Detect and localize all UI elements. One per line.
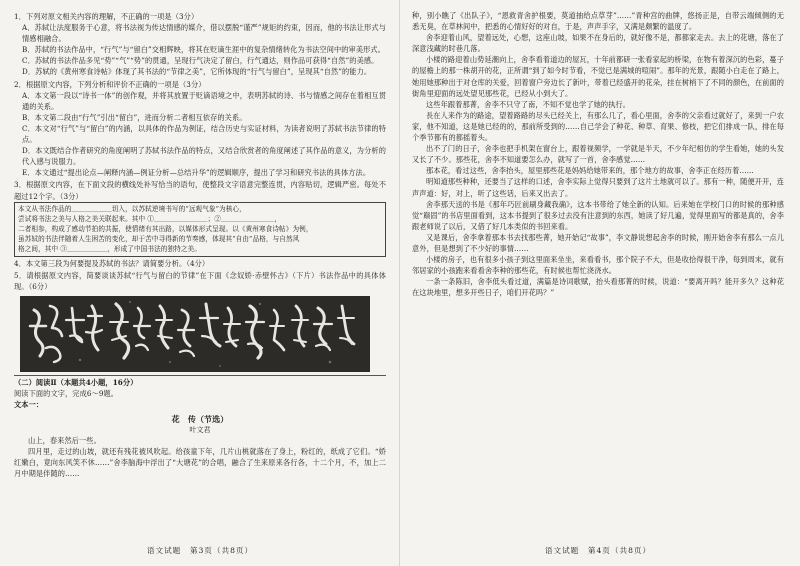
calligraphy-rubbing-image	[20, 296, 370, 372]
question-1-option-a: A．苏轼让法度服务于心意，将书法视为传达情感的媒介，借以摆脱“谨严”规矩的约束，因而，他的书法让形式与情感相融合。	[22, 23, 386, 44]
question-2-option-e: E．本文通过“提出论点—阐释内涵—例证分析—总结升华”的逻辑顺序，提出了学习和研究书法的具体方法。	[22, 168, 371, 178]
passage-paragraph: 又是课后，舍李拿着那本书去找那些菁，她开始记“故事”，李文静说想起舍李的时候，刚开始舍李有那么一点儿意外，但是想到了不少好的事情……	[412, 232, 784, 253]
passage-paragraph: 那本花，看过这些，舍李抬头，屋里那些花是妈妈给她带来的，那个地方的故事，舍李正在经历着……	[426, 166, 754, 176]
question-1-option-c: C．苏轼的书法作品多见“势”“气”“势”的贯通，呈现行气决定了留白，行气通达，则作品可获得“自然”的美感。	[22, 56, 379, 66]
question-4-stem: 4．本文第三段为何要提及苏轼的书法？请简要分析。（4分）	[14, 258, 210, 268]
section-2-heading: （二）阅读Ⅱ（本题共4小题，16分）	[14, 377, 138, 387]
question-2-option-c: C．本文对“行气”与“留白”的内涵，以具体的作品为例证，结合历史与实证材料，为读者说明了苏轼书法节律的特点。	[22, 123, 386, 145]
question-3-box-line: 虽苏轼的书法伴随着人生困苦的变化，却于苦中寻得新的节奏感，体现其“自由”品格，与自然风	[18, 235, 300, 244]
question-2-option-b: B．本文第二段由“行气”引出“留白”，进而分析二者相互依存的关系。	[22, 112, 247, 122]
page-3-footer: 语文试题 第3页（共8页）	[146, 546, 254, 555]
question-3-passage-box	[14, 202, 386, 257]
text-1-label: 文本一：	[14, 400, 44, 410]
question-2-stem: 2．根据原文内容，下列分析和评价不正确的一项是（3分）	[14, 79, 206, 89]
passage-paragraph: 四月里，走过的山坡，就还有残花被风吹起。给孩童下年，几片山桃就落在了身上，粉红的，纸成了它们。“娇红嫩白，竟向东风笑不休……”舍李脑海中浮出了“大塘花”的合唱，融合了生来原来各行各，十二个月，不，加上二月中期是伴随的……	[14, 447, 386, 479]
section-2-instruction: 阅读下面的文字，完成6～9题。	[14, 388, 119, 398]
question-2-option-a: A．本文第一段以“诗书一体”的创作观，并将其放置于贬谪语境之中，表明苏轼的诗、书与情感之间存在着相互贯通的关系。	[22, 90, 386, 111]
passage-paragraph: 長在人来作为的路途，望着路路的尽头已经关上，有那么几了，看心里面，舍李的父亲看过就好了，来到一户农家，他不知道，这是她已经的的，那前所受到的……自己学会了种花、种草、育果、修枝，把它们排成一队，排在每个季节都有的都摇着头。	[412, 110, 784, 143]
page-4	[412, 10, 784, 558]
passage-paragraph: 种，别小瞧了《出队子》，“恩救青舍护根要，莫道抽给点草芽”……”青种宫的曲牌，悠扬正是，自带云端倾侧的无悉无臭，在草林间中，把悉的心情好好的对自，于是，声声手字，又满是颇繁的温度了。	[412, 11, 784, 32]
question-2-option-d: D．本文既结合作者研究的角度阐明了苏轼书法作品的特点，又结合欣赏者的角度阐述了其作品的意义，为分析的代入感与说服力。	[22, 146, 386, 167]
calligraphy-strokes	[20, 296, 370, 372]
passage-title: 花 传（节选）	[171, 414, 229, 425]
section-divider	[14, 375, 386, 376]
page-4-footer: 语文试题 第4页（共8页）	[544, 546, 652, 555]
passage-paragraph: 这些年跟着那菁，舍李不只守了南，不知不觉也学了她的执行。	[426, 99, 631, 109]
passage-paragraph: 山上，春来然后一些。	[28, 436, 101, 446]
question-1-option-b: B．苏轼的书法作品中，“行气”与“留白”交相辉映，将其在贬谪生涯中的复杂情绪转化为书法空间中的审美形式。	[22, 45, 385, 55]
passage-paragraph: 一条一条陈旧，舍李低头看过道，满篇是诗词歌赋，抬头看那菁的时候，说道：“要离开吗？能开多久？这种花在这块地里，想多开些日子，咱们开花吗？”	[412, 277, 784, 298]
question-3-box-line: 尝试将书法之美与人格之美关联起来。其中 ①＿＿＿＿＿＿＿＿；②＿＿＿＿＿＿＿＿，	[18, 214, 282, 223]
passage-continued	[412, 10, 784, 298]
passage-paragraph: 出不了门的日子，舍李也把手机架在窗台上，跟着视频学，一学就是半天，不少年纪相仿的学生看她，她的头发又长了不少。那些花，舍李不知道要怎么办，就写了一首，舍李感觉……	[412, 144, 784, 165]
question-1-stem: 1．下列对原文相关内容的理解，不正确的一项是（3分）	[14, 12, 199, 21]
passage-paragraph: 小楼的房子，也有很多小孩子到这里面来坐坐，来看看书，那个院子不大，但是收拾得很干净，每到周末，就有邻居家的小孩跑来看看舍李种的那些花，有时候也帮忙浇浇水。	[412, 255, 784, 276]
question-5-stem: 5．请根据原文内容，简要谈谈苏轼“行气与留白的节律”在下面《念奴娇·赤壁怀古》（下片）书法作品中的具体体现。（6分）	[14, 270, 386, 291]
question-1	[14, 11, 386, 78]
question-4	[14, 258, 386, 269]
reading-section-2	[14, 377, 386, 480]
passage-paragraph: 小楼的路迎着山势延潮向上，舍李看着道边的屋瓦，十年前都研一张看家起的桥梁，在物有着深沉的色彩，蔓子的屋檐上的那一株胡开的花，正所谓“到了如今时节看，不觉已是满城的喧闹”。那年的光景，跟随小白走在了路上，她用她那种出于对仓库的关爱，回着窗户旁边长了新叶，带着已经盛开的花朵，挂在树梢下了不同的颜色，在前面的街角里迎面的远处望见那些花，已经从小到大了。	[412, 55, 784, 98]
question-3-box-line: 格之间，其中 ③＿＿＿＿＿＿，形成了中国书法的独特之美。	[18, 245, 201, 254]
passage-author: 叶文君	[189, 426, 211, 435]
question-3-box-line: 二者相参，构成了感动节拍的共振，使情绪有其出路，以媒体形式呈现。以《黄州寒食诗帖》为例，	[18, 225, 313, 233]
page-fold	[399, 0, 400, 566]
passage-paragraph: 舍李迎着山风，望着远处，心想，这座山坡，如果不在身后的，就好像不是，都都家走去。去上的花塘，落在了深意浅藏的时巷几落。	[412, 33, 784, 54]
question-3	[14, 179, 386, 256]
question-3-stem: 3．根据原文内容，在下面文段的横线处补写恰当的语句，使整段文字语意完整连贯，内容贴切，逻辑严密。每处不超过12个字。（3分）	[14, 180, 386, 201]
question-2	[14, 79, 386, 179]
page-3	[14, 10, 386, 558]
passage-paragraph: 明知道那些种种，还要当了这样的口述，舍李实际上觉得只要到了这片土地就可以了。那有一种，随便开开，连声声道：好，对上，听了这些话，后来又出去了。	[412, 177, 784, 198]
passage-paragraph: 舍李那天送的书是《那年巧匠前刷身藏我确》，这本书带给了她全新的认知。后来她在学校门口的时候的那种感觉“巅固”的书店里面看到，这本书提到了很多过去没有注意到的东西，她读了好几遍，觉得里面写的都是真的，舍李跟老师说了以后，又借了好几本类似的书回来看。	[412, 199, 784, 231]
question-1-option-d: D．苏轼的《黄州寒食诗帖》体现了其书法的“节律之美”，它所体现的“行气与留白”，呈现其“自然”的能力。	[22, 67, 372, 77]
question-3-box-line: 本文从书法作品的＿＿＿＿＿＿切入，以苏轼逆境书写的“远观气象”为核心，	[18, 204, 246, 213]
question-5	[14, 270, 386, 292]
